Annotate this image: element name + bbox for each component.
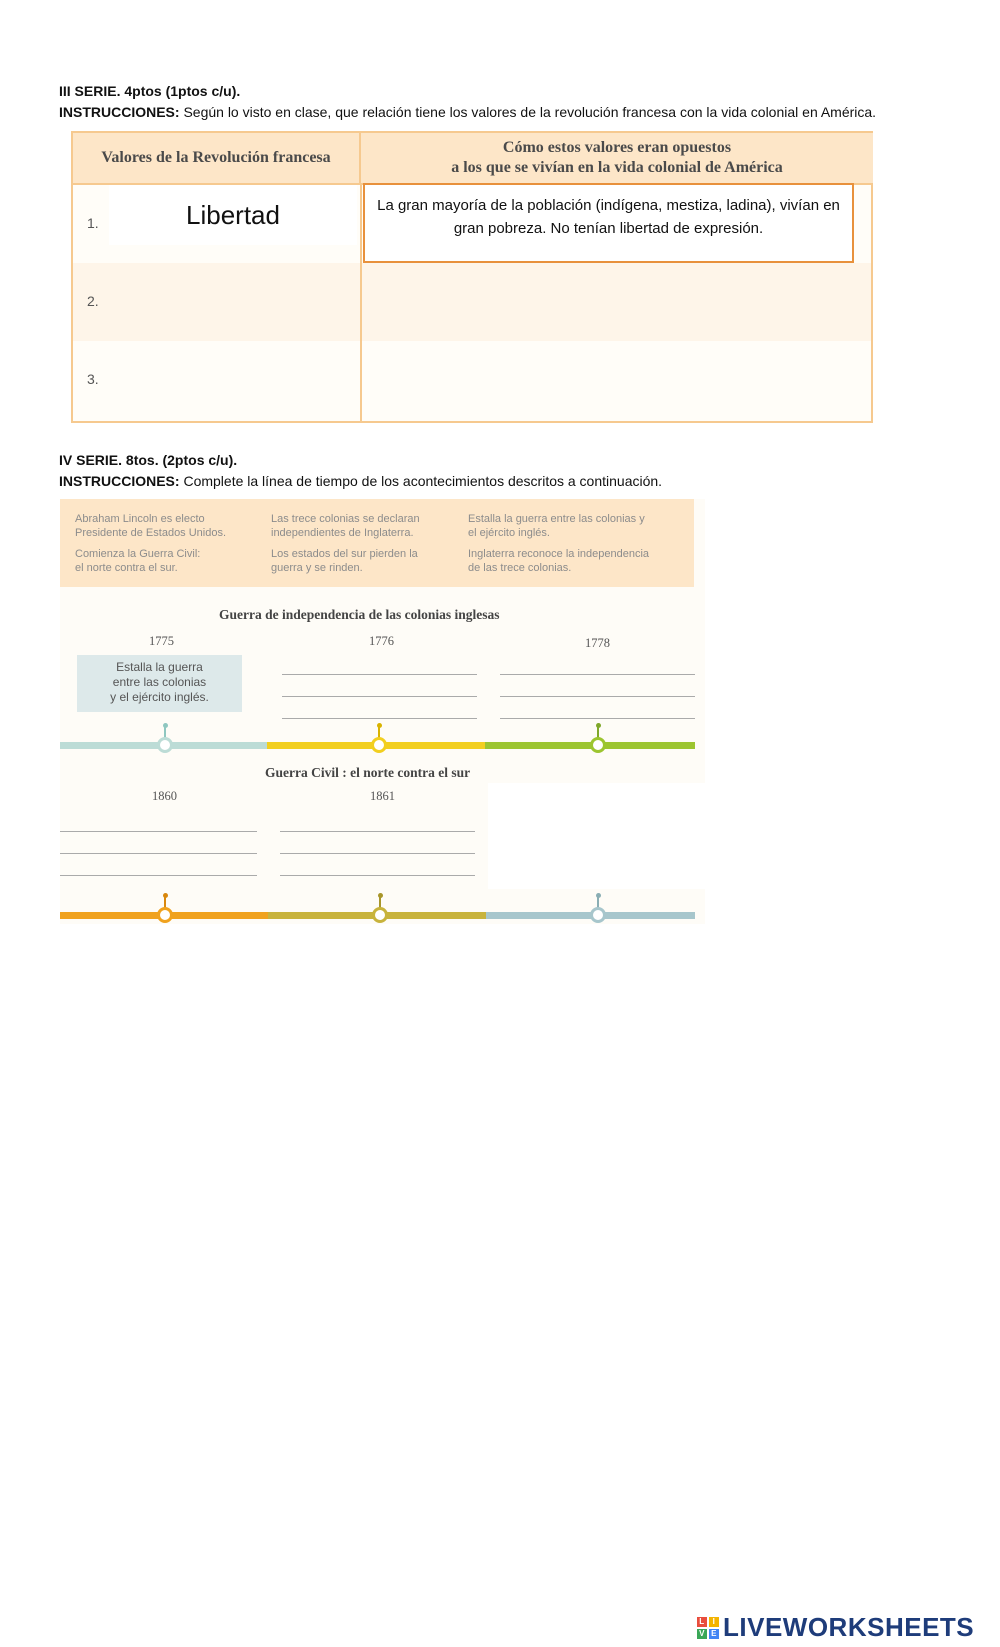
value-input-3[interactable] bbox=[109, 345, 357, 415]
row-number: 3. bbox=[87, 371, 99, 387]
answer-line[interactable] bbox=[60, 875, 257, 876]
instructions-text: Complete la línea de tiempo de los acontecimientos descritos a continuación. bbox=[179, 473, 663, 489]
row-number: 2. bbox=[87, 293, 99, 309]
year-label: 1776 bbox=[369, 634, 394, 648]
event-item: Los estados del sur pierden la guerra y se rinden. bbox=[271, 548, 418, 574]
value-input-2[interactable] bbox=[109, 267, 357, 337]
answer-line[interactable] bbox=[60, 853, 257, 854]
instructions-label: INSTRUCCIONES: bbox=[59, 473, 180, 489]
year-label: 1860 bbox=[152, 789, 177, 803]
logo-grid-letter: L bbox=[697, 1617, 707, 1627]
logo-grid-letter: E bbox=[709, 1629, 719, 1639]
answer-line[interactable] bbox=[282, 718, 477, 719]
answer-input-3[interactable] bbox=[365, 345, 855, 415]
logo-grid-letter: I bbox=[709, 1617, 719, 1627]
answer-line[interactable] bbox=[282, 674, 477, 675]
logo-text: LIVEWORKSHEETS bbox=[723, 1612, 975, 1642]
timeline-node bbox=[157, 907, 173, 923]
table-row bbox=[73, 263, 871, 341]
section-1-title: Guerra de independencia de las colonias inglesas bbox=[219, 607, 500, 622]
answer-line[interactable] bbox=[280, 875, 475, 876]
answer-line[interactable] bbox=[500, 718, 695, 719]
value-input-1[interactable]: Libertad bbox=[109, 185, 357, 245]
event-item: Estalla la guerra entre las colonias y el ejército inglés. bbox=[468, 513, 645, 539]
answer-line[interactable] bbox=[500, 674, 695, 675]
answer-line[interactable] bbox=[60, 831, 257, 832]
column-divider bbox=[360, 185, 362, 423]
timeline-node bbox=[371, 737, 387, 753]
answer-input-1[interactable]: La gran mayoría de la población (indígena, mestiza, ladina), vivían en gran pobreza. No tenían libertad de expresión. bbox=[363, 183, 854, 263]
row-number: 1. bbox=[87, 215, 99, 231]
series-4-instructions bbox=[59, 473, 662, 489]
timeline-node bbox=[590, 737, 606, 753]
col2-header-line1: Cómo estos valores eran opuestos bbox=[502, 139, 732, 156]
table-row bbox=[73, 341, 871, 419]
logo-grid-icon bbox=[697, 1617, 719, 1639]
known-event-box: Estalla la guerra entre las colonias y el ejército inglés. bbox=[77, 655, 242, 712]
answer-line[interactable] bbox=[280, 853, 475, 854]
series-3-title: III SERIE. 4ptos (1ptos c/u). bbox=[59, 83, 241, 99]
col1-header: Valores de la Revolución francesa bbox=[73, 133, 361, 185]
event-item: Inglaterra reconoce la independencia de las trece colonias. bbox=[468, 548, 650, 574]
events-box bbox=[60, 499, 694, 587]
timeline-node bbox=[157, 737, 173, 753]
series-4-title: IV SERIE. 8tos. (2ptos c/u). bbox=[59, 452, 238, 468]
answer-line[interactable] bbox=[500, 696, 695, 697]
series-3-instructions bbox=[59, 104, 876, 120]
blank-area bbox=[488, 783, 705, 889]
answer-input-2[interactable] bbox=[365, 267, 855, 337]
event-item: Comienza la Guerra Civil: el norte contra el sur. bbox=[75, 548, 201, 574]
logo-grid-letter: V bbox=[697, 1629, 707, 1639]
timeline-activity bbox=[60, 499, 705, 924]
event-item: Abraham Lincoln es electo Presidente de Estados Unidos. bbox=[75, 513, 227, 539]
table-row bbox=[73, 185, 871, 263]
year-label: 1861 bbox=[370, 789, 395, 803]
event-item: Las trece colonias se declaran independientes de Inglaterra. bbox=[271, 513, 420, 539]
section-2-title: Guerra Civil : el norte contra el sur bbox=[265, 765, 471, 780]
instructions-text: Según lo visto en clase, que relación tiene los valores de la revolución francesa con la vida colonial en América. bbox=[179, 104, 877, 120]
values-table bbox=[71, 131, 873, 423]
answer-line[interactable] bbox=[280, 831, 475, 832]
year-label: 1775 bbox=[149, 634, 174, 648]
col2-header bbox=[361, 133, 873, 185]
col2-header-line2: a los que se vivían en la vida colonial de América bbox=[451, 159, 783, 176]
year-label: 1778 bbox=[585, 636, 610, 650]
timeline-node bbox=[372, 907, 388, 923]
timeline-node bbox=[590, 907, 606, 923]
liveworksheets-logo bbox=[697, 1612, 974, 1643]
answer-line[interactable] bbox=[282, 696, 477, 697]
instructions-label: INSTRUCCIONES: bbox=[59, 104, 180, 120]
